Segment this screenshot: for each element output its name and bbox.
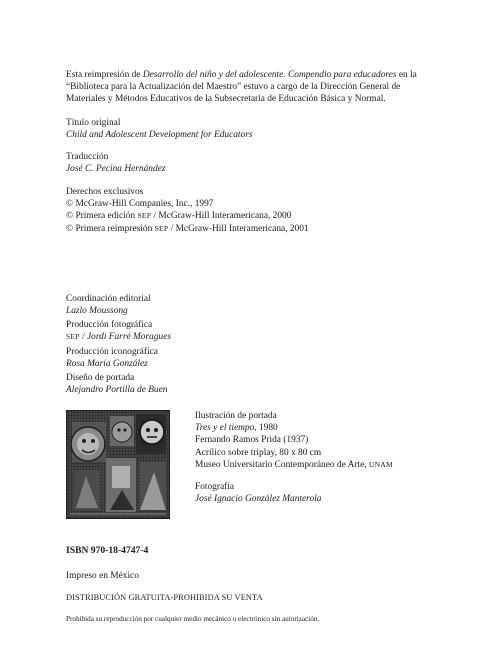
credit-iconography-label: Producción iconográfica [66,347,158,357]
cover-work-line [195,422,393,434]
credit-cover-design [66,372,167,396]
credit-coordination-label: Coordinación editorial [66,294,151,304]
cover-illustration-label: Ilustración de portada [195,411,277,421]
intro-lead: Esta reimpresión de [66,70,143,80]
cover-illustration-block [195,410,393,471]
cover-medium: Acrílico sobre triplay, 80 x 80 cm [195,447,322,458]
credit-photo-production-value [66,331,171,343]
original-title-block [66,117,253,141]
cover-work-year: , 1980 [254,423,278,434]
intro-paragraph [66,69,438,106]
credit-photo-production-label: Producción fotográfica [66,320,153,330]
credit-iconography-value: Rosa María González [66,359,148,370]
distribution-notice: DISTRIBUCIÓN GRATUITA-PROHIBIDA SU VENTA [66,593,263,602]
credit-cover-design-value: Alejandro Portilla de Buen [66,385,168,396]
credit-cover-design-label: Diseño de portada [66,373,135,383]
rights-line-3-post: / McGraw-Hill Interamericana, 2001 [168,223,309,234]
original-title-value: Child and Adolescent Development for Educators [66,130,253,141]
isbn: ISBN 970-18-4747-4 [66,545,149,556]
credit-coordination-value: Lazlo Moussong [66,306,128,317]
credit-coordination [66,293,151,317]
intro-middle: en la “Biblioteca para la Actualización del Maestro” estuvo a cargo de la Dirección General de Materiales y Métodos Educativos de la Subsecretaría de Educación Básica y Normal. [66,70,417,105]
credit-photo-production-sc: SEP [66,332,80,342]
cover-work-title: Tres y el tiempo [195,423,255,434]
translation-block [66,151,165,175]
cover-museum [195,459,393,471]
photo-credit-value: José Ignacio González Manterola [195,494,322,505]
rights-line-1-text: © McGraw-Hill Companies, Inc., 1997 [66,199,214,210]
credit-iconography [66,346,158,370]
printed-in: Impreso en México [66,571,139,581]
cover-artist: Fernando Ramos Prida (1937) [195,435,309,446]
rights-line-2-post: / McGraw-Hill Interamericana, 2000 [151,211,292,222]
rights-label: Derechos exclusivos [66,187,144,197]
rights-line-3-pre: © Primera reimpresión [66,223,155,234]
credit-photo-production [66,319,171,343]
photo-credit-label: Fotografía [195,482,235,492]
rights-line-3 [66,223,309,235]
rights-line-2-pre: © Primera edición [66,211,138,222]
rights-line-3-sc: SEP [154,223,169,233]
rights-line-2-sc: SEP [137,211,152,221]
book-title: Desarrollo del niño y del adolescente. Compendio para educadores [142,70,397,80]
photo-credit-block [195,481,321,505]
translation-label: Traducción [66,152,109,162]
cover-museum-name: Museo Universitario Contemporáneo de Arte, [195,459,369,470]
cover-museum-sc: UNAM [368,459,393,469]
rights-line-1 [66,198,309,210]
cover-artwork-image [66,410,170,519]
prohibition-notice: Prohibida su reproducción por cualquier medio mecánico o electrónico sin autorización. [66,615,320,623]
translation-value: José C. Pecina Hernández [66,164,166,175]
rights-line-2 [66,210,309,222]
rights-block [66,186,309,235]
credit-photo-production-name: / Jordi Farré Moragues [79,332,171,343]
original-title-label: Título original [66,118,121,128]
